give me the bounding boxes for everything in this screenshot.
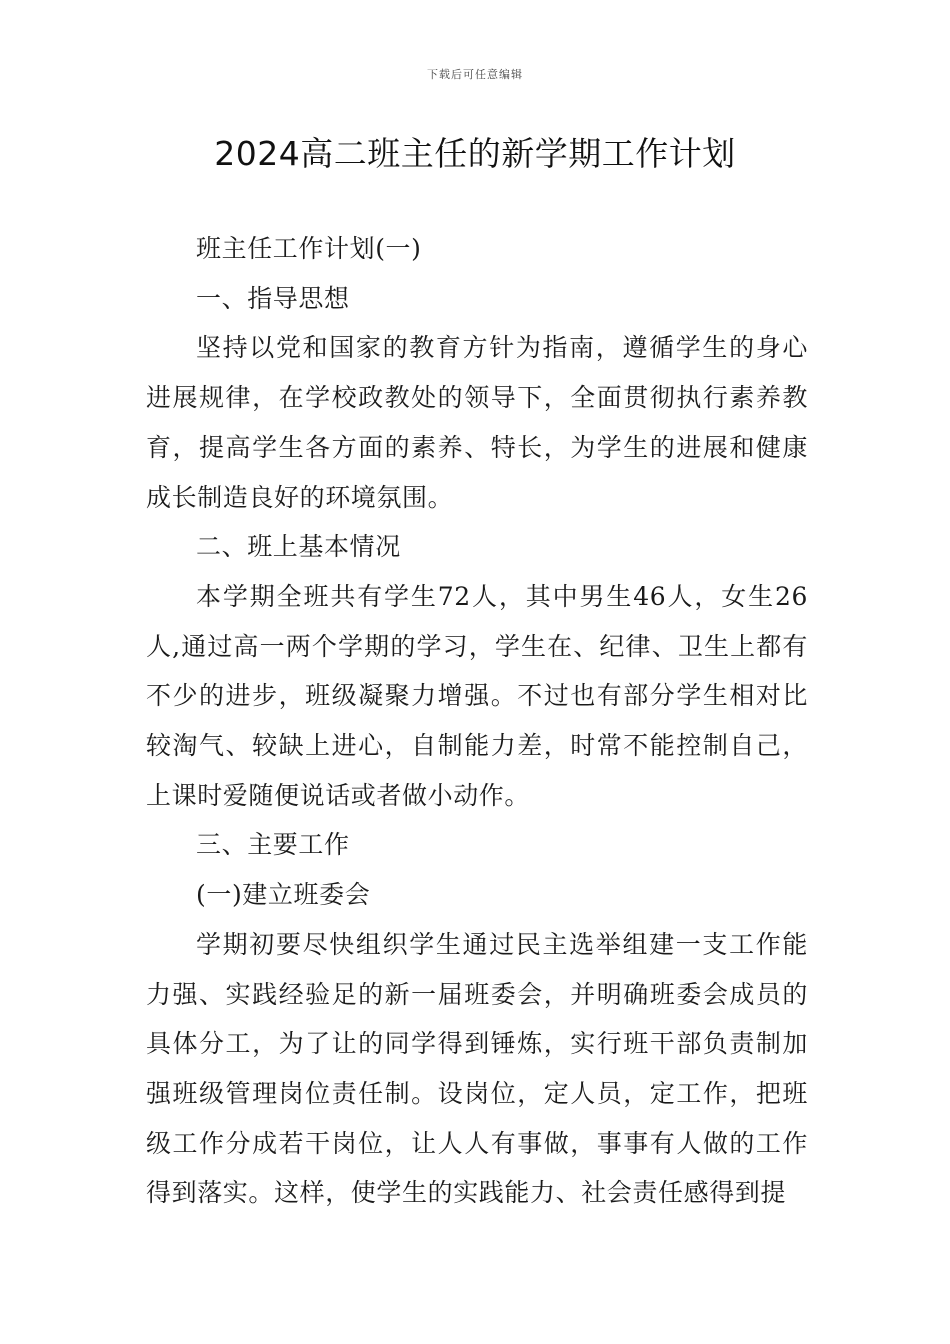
subsection-heading-class-committee: (一)建立班委会 xyxy=(196,880,371,910)
section-heading-plan-one: 班主任工作计划(一) xyxy=(196,234,422,263)
section-heading-class-situation: 二、班上基本情况 xyxy=(196,532,401,562)
paragraph-class-committee: 学期初要尽快组织学生通过民主选举组建一支工作能力强、实践经验足的新一届班委会，并明确班委会成员的具体分工，为了让的同学得到锤炼，实行班干部负责制加强班级管理岗位责任制。设岗位，定人员，定工作，把班级工作分成若干岗位，让人人有事做，事事有人做的工作得到落实。这样，使学生的实践能力、社会责任感得到提 xyxy=(146,929,808,1208)
section-heading-guiding-ideology: 一、指导思想 xyxy=(196,283,350,313)
document-title: 2024高二班主任的新学期工作计划 xyxy=(214,134,736,173)
paragraph-guiding-ideology: 坚持以党和国家的教育方针为指南，遵循学生的身心进展规律，在学校政教处的领导下，全面贯彻执行素养教育，提高学生各方面的素养、特长，为学生的进展和健康成长制造良好的环境氛围。 xyxy=(146,333,808,512)
section-heading-main-work: 三、主要工作 xyxy=(196,830,350,860)
document-body xyxy=(146,224,808,1218)
header-note: 下载后可任意编辑 xyxy=(427,68,523,81)
paragraph-class-situation: 本学期全班共有学生72人，其中男生46人，女生26人,通过高一两个学期的学习，学生在、纪律、卫生上都有不少的进步，班级凝聚力增强。不过也有部分学生相对比较淘气、较缺上进心，自制能力差，时常不能控制自己，上课时爱随便说话或者做小动作。 xyxy=(146,581,808,810)
